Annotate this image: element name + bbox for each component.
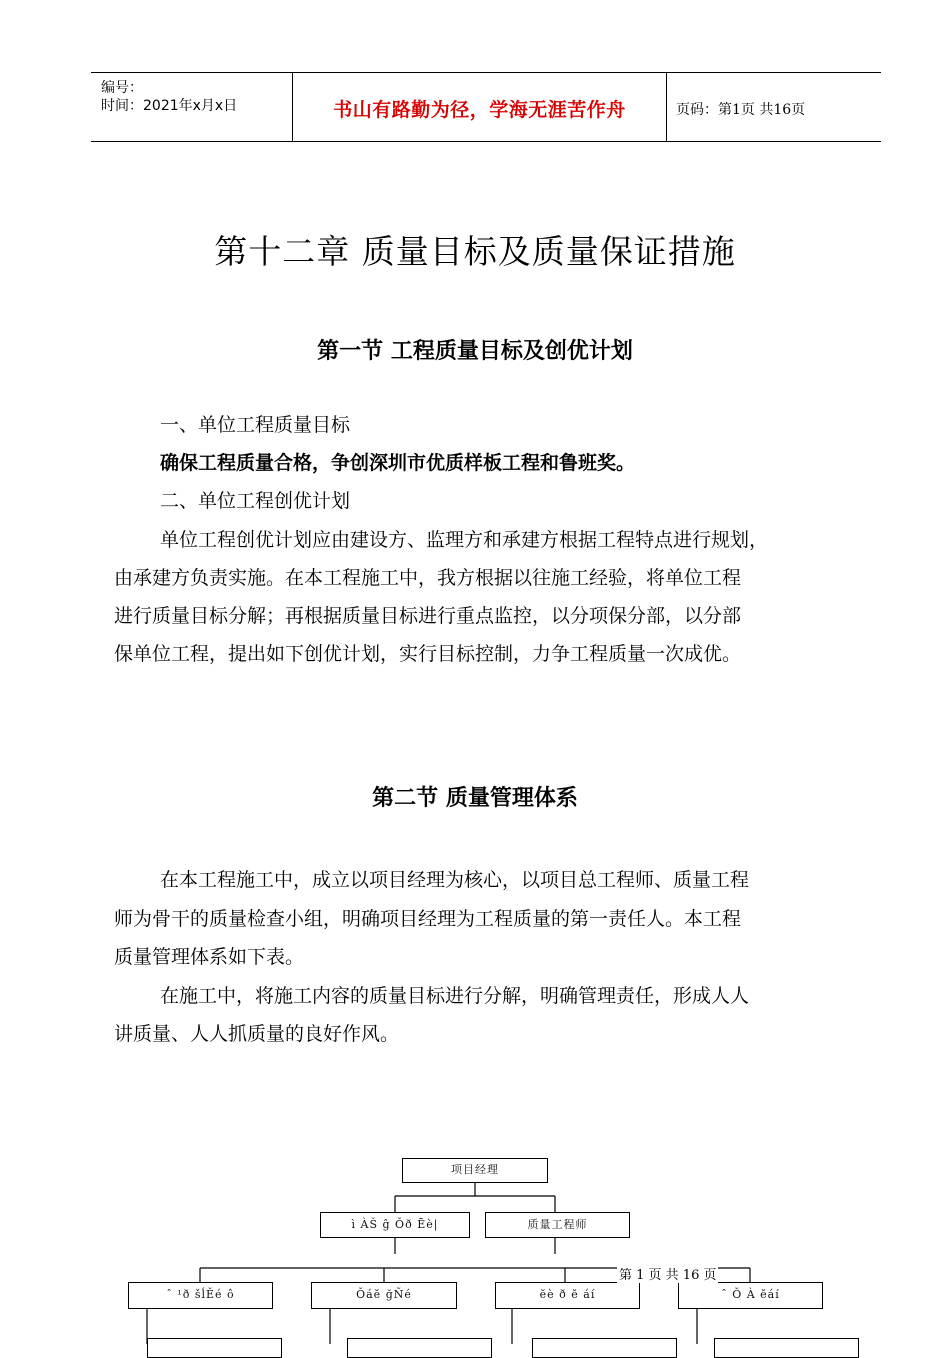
org-box-level3: ĕè ð ĕ áí (495, 1282, 640, 1309)
chapter-title: 第十二章 质量目标及质量保证措施 (214, 232, 736, 271)
page-footer: 第 1 页 共 16 页 (617, 1264, 718, 1283)
page-header (91, 72, 881, 142)
header-info-cell (91, 73, 292, 141)
section1-title: 第一节 工程质量目标及创优计划 (317, 339, 633, 364)
header-page-number: 页码：第1页 共16页 (676, 102, 806, 118)
section2-paragraph-line: 质量管理体系如下表。 (114, 946, 305, 968)
header-time: 时间：2021年x月x日 (101, 98, 238, 114)
org-box-quality-engineer: 质量工程师 (485, 1212, 630, 1238)
org-box-level4 (347, 1338, 492, 1358)
section1-paragraph-line: 保单位工程，提出如下创优计划，实行目标控制，力争工程质量一次成优。 (114, 643, 742, 665)
section2-title: 第二节 质量管理体系 (372, 786, 578, 811)
section1-subheading-1: 一、单位工程质量目标 (160, 414, 351, 436)
quality-management-org-chart (0, 1150, 950, 1344)
header-page-cell (666, 73, 881, 141)
org-box-level3: Ŏáĕ ğÑé (311, 1282, 457, 1309)
org-box-level4 (147, 1338, 282, 1358)
header-motto-cell (292, 73, 667, 141)
org-box-project-manager: 项目经理 (402, 1158, 548, 1183)
section1-subheading-2: 二、单位工程创优计划 (160, 490, 351, 512)
org-box-level3: ˆ Ŏ À ĕáí (678, 1282, 823, 1309)
header-number: 编号： (101, 80, 143, 96)
section1-paragraph-line: 进行质量目标分解；再根据质量目标进行重点监控，以分项保分部，以分部 (114, 605, 742, 627)
section2-paragraph-line: 师为骨干的质量检查小组，明确项目经理为工程质量的第一责任人。本工程 (114, 908, 742, 930)
org-box-level4 (532, 1338, 677, 1358)
org-box-level2: ì ÀŠ ĝ Ŏð Ēè| (320, 1212, 470, 1238)
section2-paragraph-line: 讲质量、人人抓质量的良好作风。 (114, 1023, 400, 1045)
section2-paragraph-line: 在本工程施工中，成立以项目经理为核心，以项目总工程师、质量工程 (160, 869, 750, 891)
section1-paragraph-line: 单位工程创优计划应由建设方、监理方和承建方根据工程特点进行规划， (160, 529, 769, 551)
header-motto: 书山有路勤为径，学海无涯苦作舟 (333, 99, 626, 121)
section2-paragraph-line: 在施工中，将施工内容的质量目标进行分解，明确管理责任，形成人人 (160, 985, 750, 1007)
org-box-level4 (714, 1338, 859, 1358)
org-box-level3: ˆ ¹ð šĺĔé ô (128, 1282, 273, 1309)
section1-goal-text: 确保工程质量合格，争创深圳市优质样板工程和鲁班奖。 (160, 452, 636, 474)
section1-paragraph-line: 由承建方负责实施。在本工程施工中，我方根据以往施工经验，将单位工程 (114, 567, 742, 589)
